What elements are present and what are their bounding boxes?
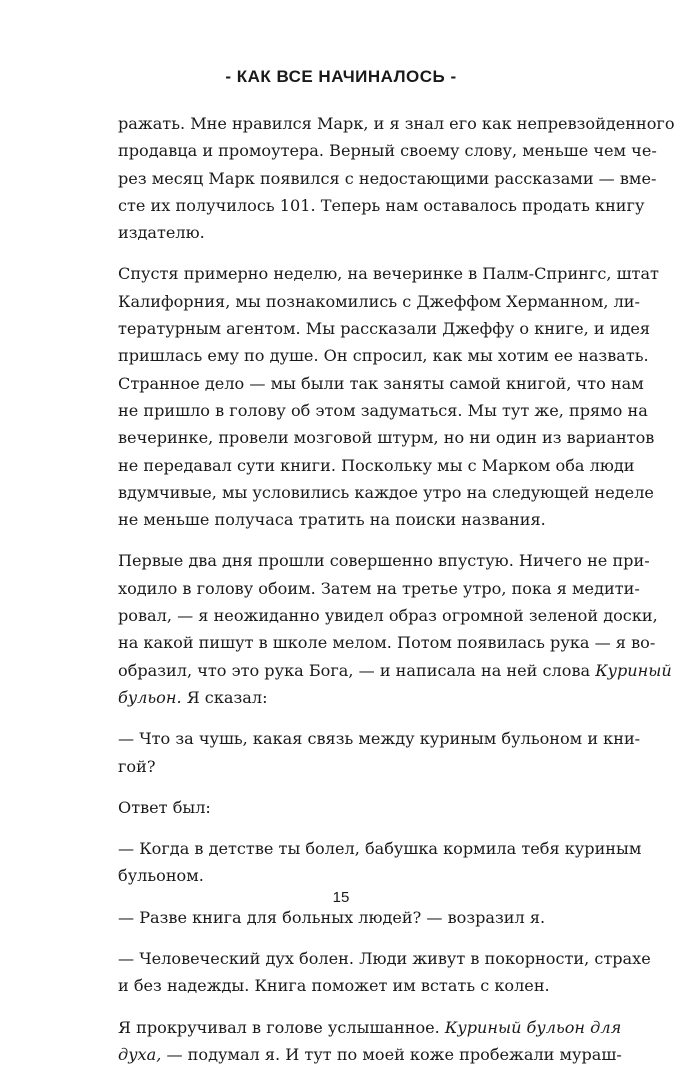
text-line: тературным агентом. Мы рассказали Джеффу о книге, и идея (118, 319, 651, 339)
text-line: Спустя примерно неделю, на вечеринке в Палм-Спрингс, штат (118, 264, 659, 284)
text-line (118, 1041, 622, 1068)
italic-title: бульон. (118, 687, 182, 707)
text-line: ходило в голову обоим. Затем на третье утро, пока я медити- (118, 578, 640, 598)
text-line: Странное дело — мы были так заняты самой книгой, что нам (118, 373, 644, 393)
text-line: Ответ был: (118, 797, 211, 817)
running-head: - КАК ВСЕ НАЧИНАЛОСЬ - (225, 67, 457, 86)
text-line: сте их получилось 101. Теперь нам оставалось продать книгу (118, 195, 645, 215)
text-run: Я сказал: (181, 687, 268, 707)
text-line: вдумчивые, мы условились каждое утро на следующей неделе (118, 482, 654, 502)
paragraph-2 (118, 260, 659, 533)
text-line: продавца и промоутера. Верный своему слову, меньше чем че- (118, 141, 657, 161)
text-line: пришлась ему по душе. Он спросил, как мы хотим ее назвать. (118, 346, 649, 366)
paragraph-3 (118, 547, 672, 711)
text-line: — Разве книга для больных людей? — возразил я. (118, 907, 546, 927)
text-run: образил, что это рука Бога, — и написала на ней слова (118, 660, 596, 680)
text-line: не пришло в голову об этом задуматься. Мы тут же, прямо на (118, 400, 648, 420)
text-line: ражать. Мне нравился Марк, и я знал его как непревзойденного (118, 114, 675, 133)
paragraph-4 (118, 725, 641, 780)
text-line (118, 657, 672, 684)
page-number: 15 (332, 889, 350, 906)
text-line: на какой пишут в школе мелом. Потом появилась рука — я во- (118, 633, 656, 653)
italic-title: Куриный бульон для (444, 1017, 622, 1037)
text-run: — подумал я. И тут по моей коже пробежали мураш- (161, 1044, 622, 1064)
text-line: бульоном. (118, 866, 204, 886)
italic-title: духа, (118, 1044, 162, 1064)
text-line: не передавал сути книги. Поскольку мы с Марком оба люди (118, 455, 635, 475)
paragraph-1 (118, 110, 675, 246)
paragraph-6 (118, 835, 642, 890)
body-text (118, 110, 675, 1082)
text-line: — Когда в детстве ты болел, бабушка кормила тебя куриным (118, 839, 642, 859)
text-line: Калифорния, мы познакомились с Джеффом Херманном, ли- (118, 291, 640, 311)
text-line: вечеринке, провели мозговой штурм, но ни один из вариантов (118, 428, 655, 448)
paragraph-9 (118, 1014, 622, 1069)
paragraph-8 (118, 945, 651, 1000)
text-line: не меньше получаса тратить на поиски названия. (118, 510, 546, 530)
text-line: гой? (118, 756, 156, 776)
text-line: издателю. (118, 223, 205, 243)
text-line: — Что за чушь, какая связь между куриным бульоном и кни- (118, 729, 641, 749)
text-line: рез месяц Марк появился с недостающими рассказами — вме- (118, 168, 657, 188)
paragraph-5 (118, 794, 558, 821)
text-line (118, 1014, 622, 1041)
italic-title: Куриный (595, 660, 672, 680)
text-line (118, 684, 558, 711)
text-line: ровал, — я неожиданно увидел образ огромной зеленой доски, (118, 606, 658, 626)
text-line: Первые два дня прошли совершенно впустую. Ничего не при- (118, 551, 650, 571)
text-run: Я прокручивал в голове услышанное. (118, 1017, 445, 1037)
text-line: — Человеческий дух болен. Люди живут в покорности, страхе (118, 949, 651, 969)
text-line: и без надежды. Книга поможет им встать с колен. (118, 976, 550, 996)
